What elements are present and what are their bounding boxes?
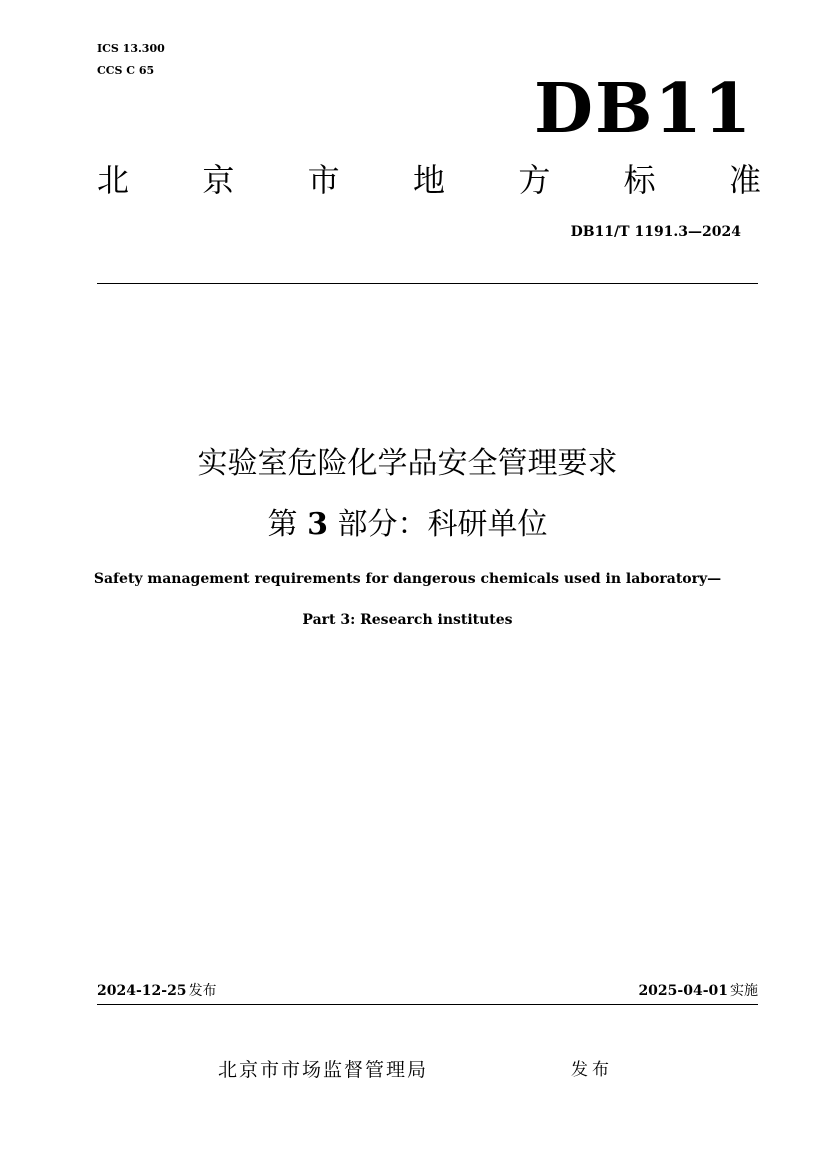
part-number: 3 — [307, 507, 328, 542]
standard-type-char: 准 — [728, 161, 761, 199]
part-suffix: 部分：科研单位 — [337, 507, 548, 542]
implement-label: 实施 — [730, 983, 758, 999]
title-chinese: 实验室危险化学品安全管理要求 — [197, 446, 618, 481]
top-divider — [97, 283, 758, 284]
issue-label: 发布 — [188, 983, 217, 999]
issue-date-block — [97, 982, 217, 1001]
title-english: Safety management requirements for dangerous chemicals used in laboratory— — [93, 571, 722, 587]
standard-type-char: 方 — [518, 161, 551, 199]
standard-type-char: 北 — [97, 161, 130, 199]
issuer-action: 发布 — [571, 1060, 613, 1080]
implement-date: 2025-04-01 — [638, 983, 728, 999]
part-title-chinese — [0, 503, 815, 547]
standard-number: DB11/T 1191.3—2024 — [570, 224, 741, 240]
bottom-divider — [97, 1004, 758, 1005]
issue-date: 2024-12-25 — [97, 983, 187, 999]
db-logo: DB11 — [534, 69, 754, 149]
standard-type-char: 京 — [202, 161, 235, 199]
part-prefix: 第 — [267, 507, 298, 542]
ics-code: ICS 13.300 — [97, 42, 165, 55]
standard-type-char: 市 — [307, 161, 340, 199]
ccs-code: CCS C 65 — [97, 64, 155, 77]
standard-type-char: 地 — [412, 161, 445, 199]
standard-type-heading — [97, 160, 761, 200]
part-title-english: Part 3: Research institutes — [302, 612, 513, 628]
implement-date-block — [638, 982, 758, 1001]
issuer-name: 北京市市场监督管理局 — [218, 1059, 429, 1081]
standard-type-char: 标 — [623, 161, 656, 199]
